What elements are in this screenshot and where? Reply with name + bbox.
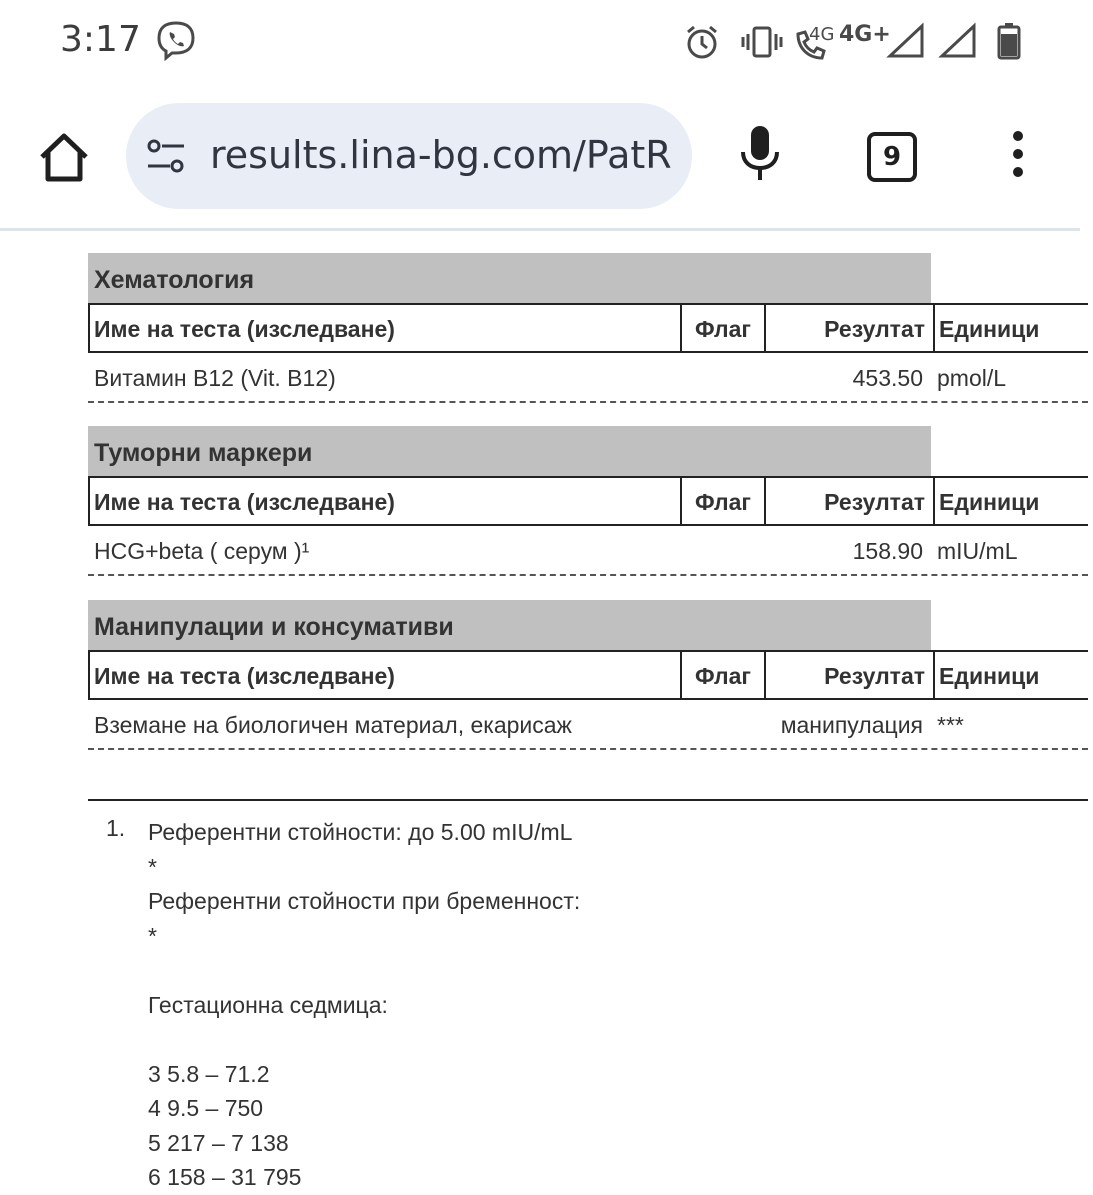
test-units: ***	[937, 712, 964, 738]
page-content	[0, 231, 1080, 1190]
column-header-flag: Флаг	[680, 305, 764, 351]
footnote-divider	[88, 799, 1088, 801]
signal-icon	[888, 24, 924, 58]
test-flag	[678, 353, 762, 401]
footnote-line: Референтни стойности при бременност:	[148, 888, 581, 914]
battery-icon	[997, 22, 1021, 60]
column-header-name: Име на теста (изследване)	[94, 316, 395, 342]
test-name: Вземане на биологичен материал, екарисаж	[94, 712, 572, 738]
footnote-body	[148, 815, 1048, 1195]
footnote-line: 6 158 – 31 795	[148, 1164, 302, 1190]
footnote-line: Гестационна седмица:	[148, 991, 388, 1018]
test-flag	[678, 700, 762, 748]
column-header-result: Резултат	[764, 478, 933, 524]
vibrate-icon	[742, 26, 782, 58]
test-name: Витамин В12 (Vit. B12)	[94, 365, 336, 391]
alarm-icon	[684, 24, 720, 60]
footnote-line	[148, 1022, 1048, 1057]
footnote-line: *	[148, 922, 157, 949]
site-settings-icon[interactable]	[146, 137, 186, 175]
test-name: HCG+beta ( серум )¹	[94, 538, 310, 564]
status-time: 3:17	[60, 19, 141, 60]
footnote-line: 3 5.8 – 71.2	[148, 1060, 270, 1087]
address-bar[interactable]	[126, 103, 692, 209]
column-header-result: Резултат	[764, 652, 933, 698]
footnote-line: 5 217 – 7 138	[148, 1129, 289, 1156]
status-bar	[0, 0, 1080, 84]
column-header-name: Име на теста (изследване)	[94, 489, 395, 515]
footnote-line: 4 9.5 – 750	[148, 1095, 264, 1121]
column-header-name: Име на теста (изследване)	[94, 663, 395, 689]
column-header-result: Резултат	[764, 305, 933, 351]
test-units: mIU/mL	[937, 538, 1018, 564]
test-units: pmol/L	[937, 365, 1007, 391]
column-header-units: Единици	[933, 478, 1093, 524]
url-text[interactable]: results.lina-bg.com/PatR	[210, 133, 672, 177]
footnote-line	[148, 953, 1048, 988]
footnote-line: Референтни стойности: до 5.00 mIU/mL	[148, 819, 573, 845]
more-vert-icon[interactable]	[1004, 130, 1032, 182]
table-row	[88, 700, 1088, 750]
column-header-flag: Флаг	[680, 652, 764, 698]
signal-icon	[940, 24, 976, 58]
network-call-label: 4G	[809, 24, 835, 45]
home-icon[interactable]	[36, 129, 92, 185]
column-header-units: Единици	[933, 652, 1093, 698]
browser-toolbar	[0, 84, 1080, 230]
test-result: манипулация	[780, 712, 923, 738]
tab-switcher-button[interactable]: 9	[867, 132, 917, 182]
test-result: 453.50	[852, 365, 923, 391]
table-row	[88, 526, 1088, 576]
section-title: Хематология	[88, 253, 931, 303]
section-title: Манипулации и консумативи	[88, 600, 931, 650]
test-flag	[678, 526, 762, 574]
test-result: 158.90	[852, 538, 923, 564]
column-header-units: Единици	[933, 305, 1093, 351]
viber-icon	[155, 20, 197, 62]
table-header-row	[88, 303, 1088, 353]
table-header-row	[88, 476, 1088, 526]
footnote-number: 1.	[106, 815, 126, 841]
column-header-flag: Флаг	[680, 478, 764, 524]
section-title: Туморни маркери	[88, 426, 931, 476]
footnote-line: *	[148, 853, 157, 880]
table-header-row	[88, 650, 1088, 700]
mic-icon[interactable]	[735, 124, 785, 184]
table-row	[88, 353, 1088, 403]
network-data-label: 4G+	[839, 22, 891, 47]
